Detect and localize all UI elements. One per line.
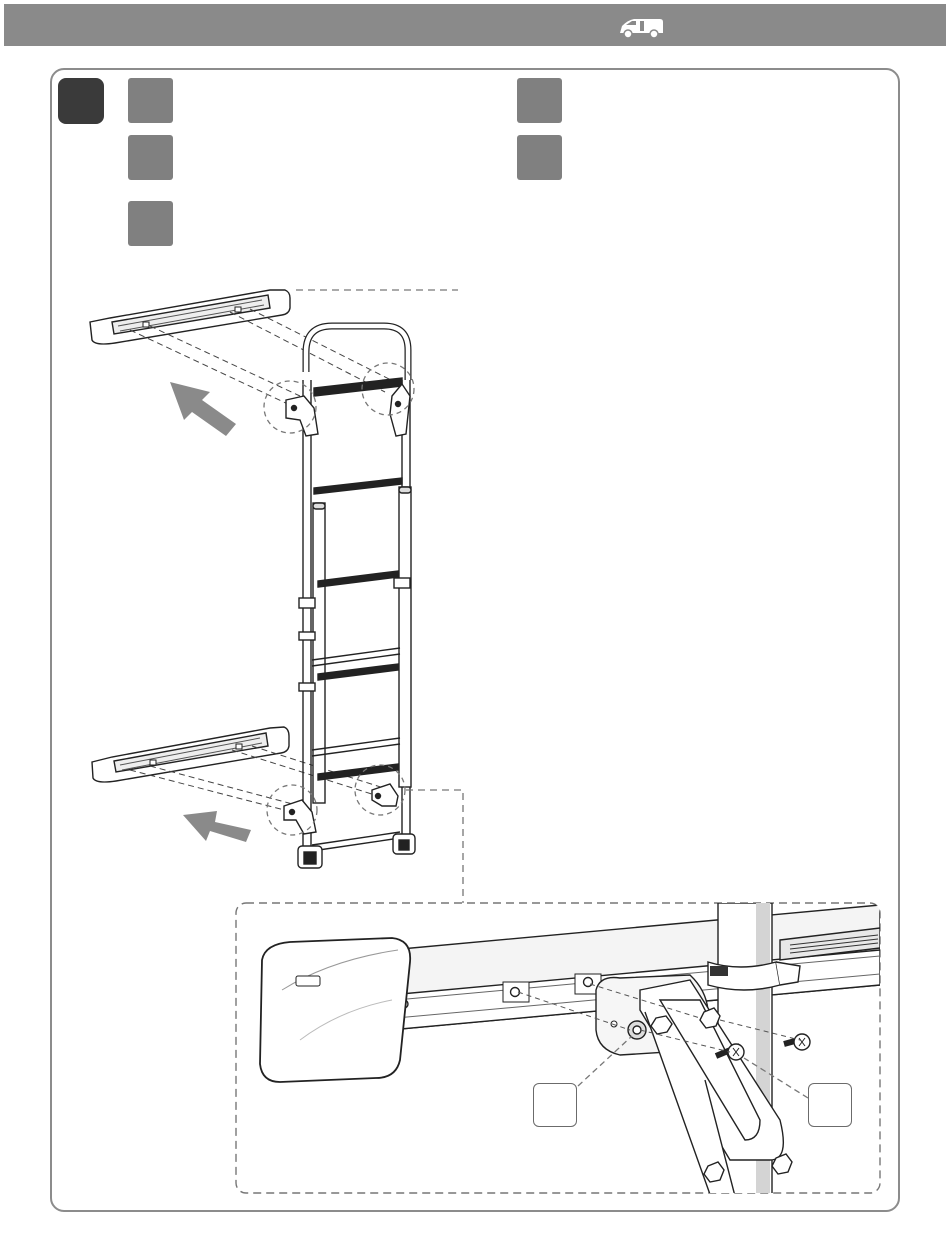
arrow-top [170, 382, 236, 436]
callout-box-right [808, 1083, 852, 1127]
callout-box-left [533, 1083, 577, 1127]
detail-view [236, 903, 880, 1203]
top-mounting-rail [90, 290, 290, 344]
arrow-bottom [183, 811, 251, 842]
bottom-mounting-rail [92, 727, 289, 782]
fiamma-logo [296, 976, 320, 986]
